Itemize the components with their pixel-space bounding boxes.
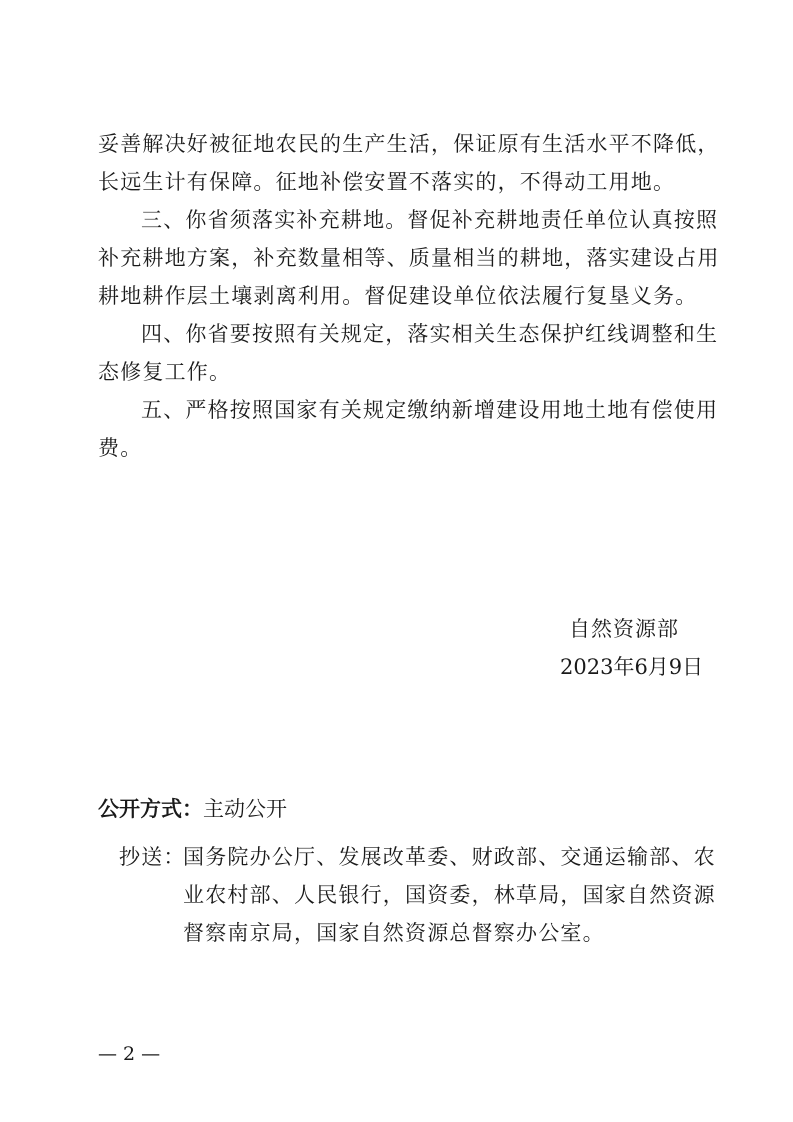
- body-line-1: 妥善解决好被征地农民的生产生活，保证原有生活水平不降低，: [98, 132, 720, 156]
- cc-line-2: 业农村部、人民银行，国资委，林草局，国家自然资源: [183, 883, 716, 907]
- signature-date: 2023年6月9日: [560, 655, 704, 679]
- body-line-3: 三、你省须落实补充耕地。督促补充耕地责任单位认真按照: [141, 208, 719, 232]
- body-line-4: 补充耕地方案，补充数量相等、质量相当的耕地，落实建设占用: [98, 246, 720, 270]
- cc-line-1: 国务院办公厅、发展改革委、财政部、交通运输部、农: [183, 845, 716, 869]
- body-line-7: 态修复工作。: [98, 360, 232, 384]
- disclosure-value: 主动公开: [203, 797, 287, 821]
- disclosure-line: [98, 793, 287, 825]
- signature-org: 自然资源部: [569, 617, 679, 641]
- cc-line-3: 督察南京局，国家自然资源总督察办公室。: [183, 921, 605, 945]
- disclosure-label: 公开方式：: [98, 797, 203, 821]
- body-line-2: 长远生计有保障。征地补偿安置不落实的，不得动工用地。: [98, 170, 676, 194]
- body-line-5: 耕地耕作层土壤剥离利用。督促建设单位依法履行复垦义务。: [98, 284, 698, 308]
- cc-label: 抄送：: [119, 845, 186, 869]
- page-number: — 2 —: [98, 1043, 161, 1065]
- body-line-9: 费。: [98, 436, 143, 460]
- body-line-8: 五、严格按照国家有关规定缴纳新增建设用地土地有偿使用: [141, 398, 719, 422]
- body-line-6: 四、你省要按照有关规定，落实相关生态保护红线调整和生: [141, 322, 719, 346]
